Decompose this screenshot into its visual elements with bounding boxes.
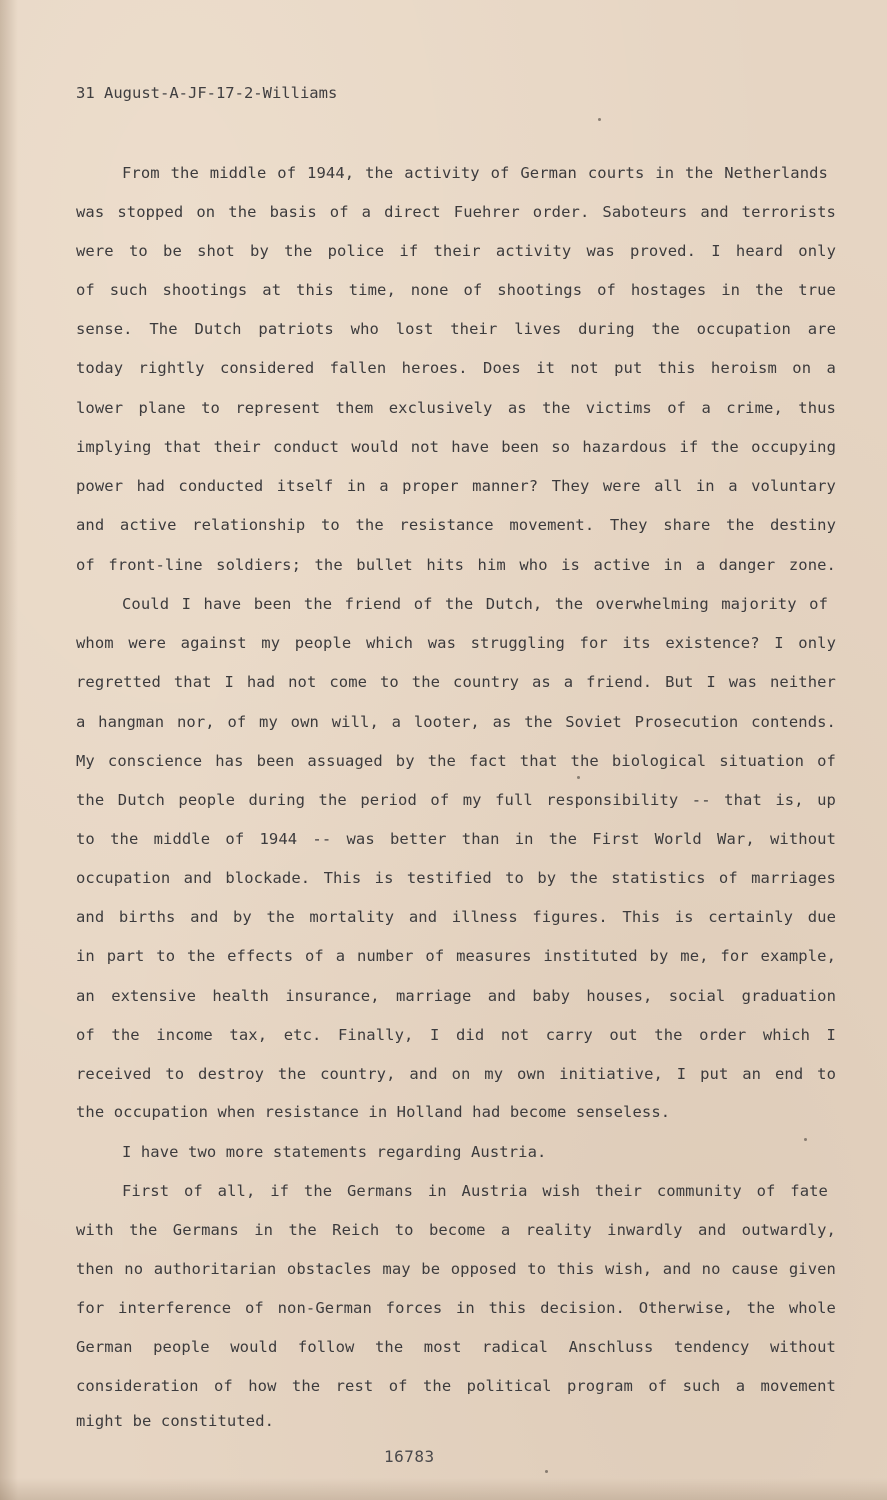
text-line: whom were against my people which was struggling for its existence? I only bbox=[76, 634, 836, 652]
text-line: might be constituted. bbox=[76, 1412, 275, 1430]
text-line: First of all, if the Germans in Austria wish their community of fate bbox=[122, 1182, 828, 1200]
text-line: today rightly considered fallen heroes. Does it not put this heroism on a bbox=[76, 359, 836, 377]
paper-speck bbox=[545, 1470, 548, 1473]
text-line: power had conducted itself in a proper manner? They were all in a voluntary bbox=[76, 477, 836, 495]
text-line: and births and by the mortality and illness figures. This is certainly due bbox=[76, 908, 836, 926]
paper-edge-shadow bbox=[0, 0, 18, 1500]
text-line: was stopped on the basis of a direct Fuehrer order. Saboteurs and terrorists bbox=[76, 203, 836, 221]
text-line: lower plane to represent them exclusively as the victims of a crime, thus bbox=[76, 399, 836, 417]
text-line: for interference of non-German forces in this decision. Otherwise, the whole bbox=[76, 1299, 836, 1317]
paper-speck bbox=[598, 118, 601, 121]
text-line: received to destroy the country, and on my own initiative, I put an end to bbox=[76, 1065, 836, 1083]
text-line: the Dutch people during the period of my full responsibility -- that is, up bbox=[76, 791, 836, 809]
text-line: consideration of how the rest of the political program of such a movement bbox=[76, 1377, 836, 1395]
text-line: then no authoritarian obstacles may be opposed to this wish, and no cause given bbox=[76, 1260, 836, 1278]
text-line: a hangman nor, of my own will, a looter, as the Soviet Prosecution contends. bbox=[76, 713, 836, 731]
text-line: My conscience has been assuaged by the fact that the biological situation of bbox=[76, 752, 836, 770]
text-line: From the middle of 1944, the activity of German courts in the Netherlands bbox=[122, 164, 828, 182]
text-line: sense. The Dutch patriots who lost their lives during the occupation are bbox=[76, 320, 836, 338]
text-line: Could I have been the friend of the Dutch, the overwhelming majority of bbox=[122, 595, 828, 613]
text-line: occupation and blockade. This is testified to by the statistics of marriages bbox=[76, 869, 836, 887]
text-line: and active relationship to the resistance movement. They share the destiny bbox=[76, 516, 836, 534]
text-line: were to be shot by the police if their activity was proved. I heard only bbox=[76, 242, 836, 260]
text-line: I have two more statements regarding Austria. bbox=[122, 1143, 547, 1161]
paper-bottom-shadow bbox=[0, 1478, 887, 1500]
text-line: in part to the effects of a number of measures instituted by me, for example, bbox=[76, 947, 836, 965]
paper-speck bbox=[804, 1138, 807, 1141]
text-line: implying that their conduct would not have been so hazardous if the occupying bbox=[76, 438, 836, 456]
text-line: of the income tax, etc. Finally, I did not carry out the order which I bbox=[76, 1026, 836, 1044]
page-number: 16783 bbox=[384, 1447, 435, 1466]
paper-speck bbox=[577, 776, 580, 779]
text-line: German people would follow the most radical Anschluss tendency without bbox=[76, 1338, 836, 1356]
text-line: of front-line soldiers; the bullet hits him who is active in a danger zone. bbox=[76, 556, 836, 574]
text-line: an extensive health insurance, marriage and baby houses, social graduation bbox=[76, 987, 836, 1005]
text-line: with the Germans in the Reich to become a reality inwardly and outwardly, bbox=[76, 1221, 836, 1239]
text-line: regretted that I had not come to the country as a friend. But I was neither bbox=[76, 673, 836, 691]
document-header: 31 August-A-JF-17-2-Williams bbox=[76, 84, 338, 102]
text-line: the occupation when resistance in Holland had become senseless. bbox=[76, 1103, 671, 1121]
text-line: to the middle of 1944 -- was better than in the First World War, without bbox=[76, 830, 836, 848]
text-line: of such shootings at this time, none of shootings of hostages in the true bbox=[76, 281, 836, 299]
